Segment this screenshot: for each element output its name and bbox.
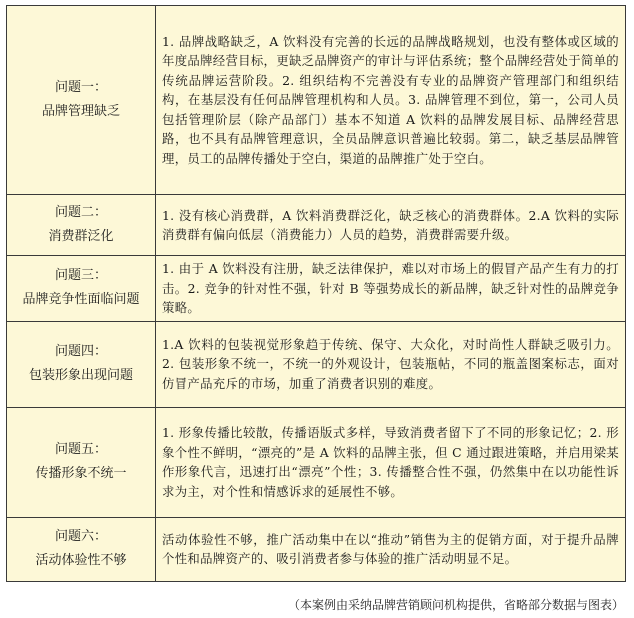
issue-label-cell xyxy=(7,195,156,256)
issue-label-cell xyxy=(7,256,156,322)
issue-number: 问题二： xyxy=(54,205,107,220)
issues-table xyxy=(6,5,626,582)
table-row xyxy=(7,517,626,581)
table-row xyxy=(7,256,626,322)
issue-label-cell xyxy=(7,407,156,517)
issue-number: 问题三： xyxy=(54,268,107,284)
issue-label-cell xyxy=(7,517,156,581)
issue-name: 消费群泛化 xyxy=(48,229,114,244)
issue-description: 活动体验性不够，推广活动集中在以“推动”销售为主的促销方面，对于提升品牌个性和品牌资产的、吸引消费者参与体验的推广活动明显不足。 xyxy=(156,517,626,581)
table-row xyxy=(7,407,626,517)
issue-name: 品牌竞争性面临问题 xyxy=(22,292,140,308)
issue-name: 包装形象出现问题 xyxy=(28,368,133,383)
issue-description: 1. 由于 A 饮料没有注册，缺乏法律保护，难以对市场上的假冒产品产生有力的打击。2. 竞争的针对性不强，针对 B 等强势成长的新品牌，缺乏针对性的品牌竞争策略。 xyxy=(156,256,626,322)
issue-description: 1. 没有核心消费群，A 饮料消费群泛化，缺乏核心的消费群体。2.A 饮料的实际消费群有偏向低层（消费能力）人员的趋势，消费群需要升级。 xyxy=(156,195,626,256)
issue-description: 1. 形象传播比较散，传播语版式多样，导致消费者留下了不同的形象记忆；2. 形象个性不鲜明，“漂亮的”是 A 饮料的品牌主张，但 C 通过跟进策略，并启用梁某作形象代言，迅速打出“漂亮”个性；3. 传播整合性不强，仍然集中在以功能性诉求为主，对个性和情感诉求的延展性不够。 xyxy=(156,407,626,517)
table-row xyxy=(7,321,626,407)
issue-number: 问题一： xyxy=(54,80,107,95)
table-row xyxy=(7,195,626,256)
issue-number: 问题五： xyxy=(54,442,107,457)
issue-number: 问题六： xyxy=(54,529,107,544)
issue-name: 活动体验性不够 xyxy=(35,553,127,568)
issue-name: 品牌管理缺乏 xyxy=(41,104,120,119)
issue-label-cell xyxy=(7,321,156,407)
issue-number: 问题四： xyxy=(54,344,107,359)
table-row xyxy=(7,6,626,195)
issue-description: 1.A 饮料的包装视觉形象趋于传统、保守、大众化，对时尚性人群缺乏吸引力。2. 包装形象不统一，不统一的外观设计，包装瓶帖，不同的瓶盖图案标志，面对仿冒产品充斥的市场，加重了消费者识别的难度。 xyxy=(156,321,626,407)
issue-name: 传播形象不统一 xyxy=(35,466,127,481)
source-caption: （本案例由采纳品牌营销顾问机构提供，省略部分数据与图表） xyxy=(287,598,624,612)
issue-label-cell xyxy=(7,6,156,195)
issue-description: 1. 品牌战略缺乏，A 饮料没有完善的长远的品牌战略规划，也没有整体或区域的年度品牌经营目标，更缺乏品牌资产的审计与评估系统；整个品牌经营处于简单的传统品牌运营阶段。2. 组织结构不完善没有专业的品牌资产管理部门和组织结构，在基层没有任何品牌管理机构和人员。3. 品牌管理不到位，第一，公司人员包括管理阶层（除产品部门）基本不知道 A 饮料的品牌发展目标、品牌经营思路，也不具有品牌管理意识，全员品牌意识普遍比较弱。第二，缺乏基层品牌管理，员工的品牌传播处于空白，渠道的品牌推广处于空白。 xyxy=(156,6,626,195)
